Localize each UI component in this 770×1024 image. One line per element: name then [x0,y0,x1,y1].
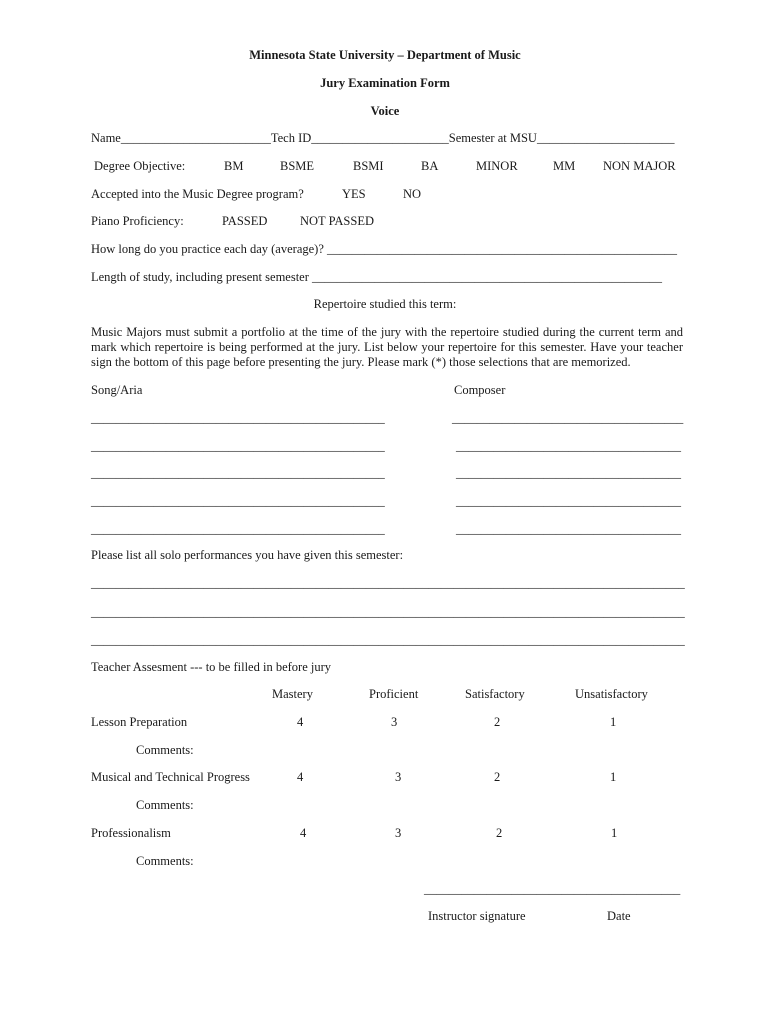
row-musical-technical-progress-label: Musical and Technical Progress [91,770,250,784]
solo-performances-prompt: Please list all solo performances you have given this semester: [91,548,404,562]
column-unsatisfactory: Unsatisfactory [575,687,648,701]
score-satisfactory[interactable]: 2 [494,770,501,784]
score-mastery[interactable]: 4 [297,770,304,784]
comments-label: Comments: [136,743,194,757]
length-of-study-line[interactable]: Length of study, including present semester ________________________________________________________ [91,270,663,284]
comments-label: Comments: [136,798,194,812]
date-label: Date [607,909,631,923]
accepted-label: Accepted into the Music Degree program? [91,187,304,201]
name-techid-semester-line[interactable]: Name________________________Tech ID______________________Semester at MSU______________________ [91,131,675,145]
song-aria-column-header: Song/Aria [91,383,143,397]
song-line[interactable]: _______________________________________________ [91,411,385,425]
degree-option-bsmi[interactable]: BSMI [353,159,384,173]
row-lesson-preparation-label: Lesson Preparation [91,715,188,729]
score-unsatisfactory[interactable]: 1 [611,826,618,840]
piano-proficiency-label: Piano Proficiency: [91,214,184,228]
composer-line[interactable]: ____________________________________ [456,522,681,536]
score-unsatisfactory[interactable]: 1 [610,770,617,784]
composer-column-header: Composer [454,383,506,397]
accepted-no[interactable]: NO [403,187,422,201]
solo-performance-line[interactable]: _______________________________________________________________________________________________ [91,576,685,590]
song-line[interactable]: _______________________________________________ [91,439,385,453]
teacher-assessment-heading: Teacher Assesment --- to be filled in before jury [91,660,332,674]
composer-line[interactable]: ____________________________________ [456,466,681,480]
practice-line[interactable]: How long do you practice each day (average)? ________________________________________________________ [91,242,677,256]
song-line[interactable]: _______________________________________________ [91,466,385,480]
score-satisfactory[interactable]: 2 [494,715,501,729]
instructor-signature-line[interactable]: _________________________________________ [424,882,681,896]
repertoire-heading: Repertoire studied this term: [313,297,457,311]
comments-label: Comments: [136,854,194,868]
instructor-signature-label: Instructor signature [428,909,526,923]
score-proficient[interactable]: 3 [395,770,402,784]
composer-line[interactable]: _____________________________________ [452,411,684,425]
degree-option-ba[interactable]: BA [421,159,439,173]
score-satisfactory[interactable]: 2 [496,826,503,840]
score-mastery[interactable]: 4 [300,826,307,840]
composer-line[interactable]: ____________________________________ [456,439,681,453]
piano-passed[interactable]: PASSED [222,214,268,228]
degree-option-non-major[interactable]: NON MAJOR [603,159,676,173]
degree-option-bsme[interactable]: BSME [280,159,315,173]
score-proficient[interactable]: 3 [391,715,398,729]
solo-performance-line[interactable]: _______________________________________________________________________________________________ [91,633,685,647]
degree-option-mm[interactable]: MM [553,159,576,173]
song-line[interactable]: _______________________________________________ [91,494,385,508]
song-line[interactable]: _______________________________________________ [91,522,385,536]
degree-option-bm[interactable]: BM [224,159,244,173]
repertoire-instructions: Music Majors must submit a portfolio at the time of the jury with the repertoire studied during the current term and mark which repertoire is being performed at the jury. List below your repertoire for this semester. Have your teacher sign the bottom of this page before presenting the jury. Please mark (*) those selections that are memorized. [91,325,683,369]
accepted-yes[interactable]: YES [342,187,366,201]
piano-not-passed[interactable]: NOT PASSED [300,214,374,228]
degree-option-minor[interactable]: MINOR [476,159,518,173]
solo-performance-line[interactable]: _______________________________________________________________________________________________ [91,605,685,619]
column-proficient: Proficient [369,687,419,701]
column-mastery: Mastery [272,687,313,701]
row-professionalism-label: Professionalism [91,826,171,840]
form-subtitle: Voice [370,104,400,118]
score-mastery[interactable]: 4 [297,715,304,729]
degree-objective-label: Degree Objective: [94,159,186,173]
form-title: Jury Examination Form [320,76,450,90]
composer-line[interactable]: ____________________________________ [456,494,681,508]
score-unsatisfactory[interactable]: 1 [610,715,617,729]
university-heading: Minnesota State University – Department of Music [249,48,521,62]
score-proficient[interactable]: 3 [395,826,402,840]
column-satisfactory: Satisfactory [465,687,525,701]
